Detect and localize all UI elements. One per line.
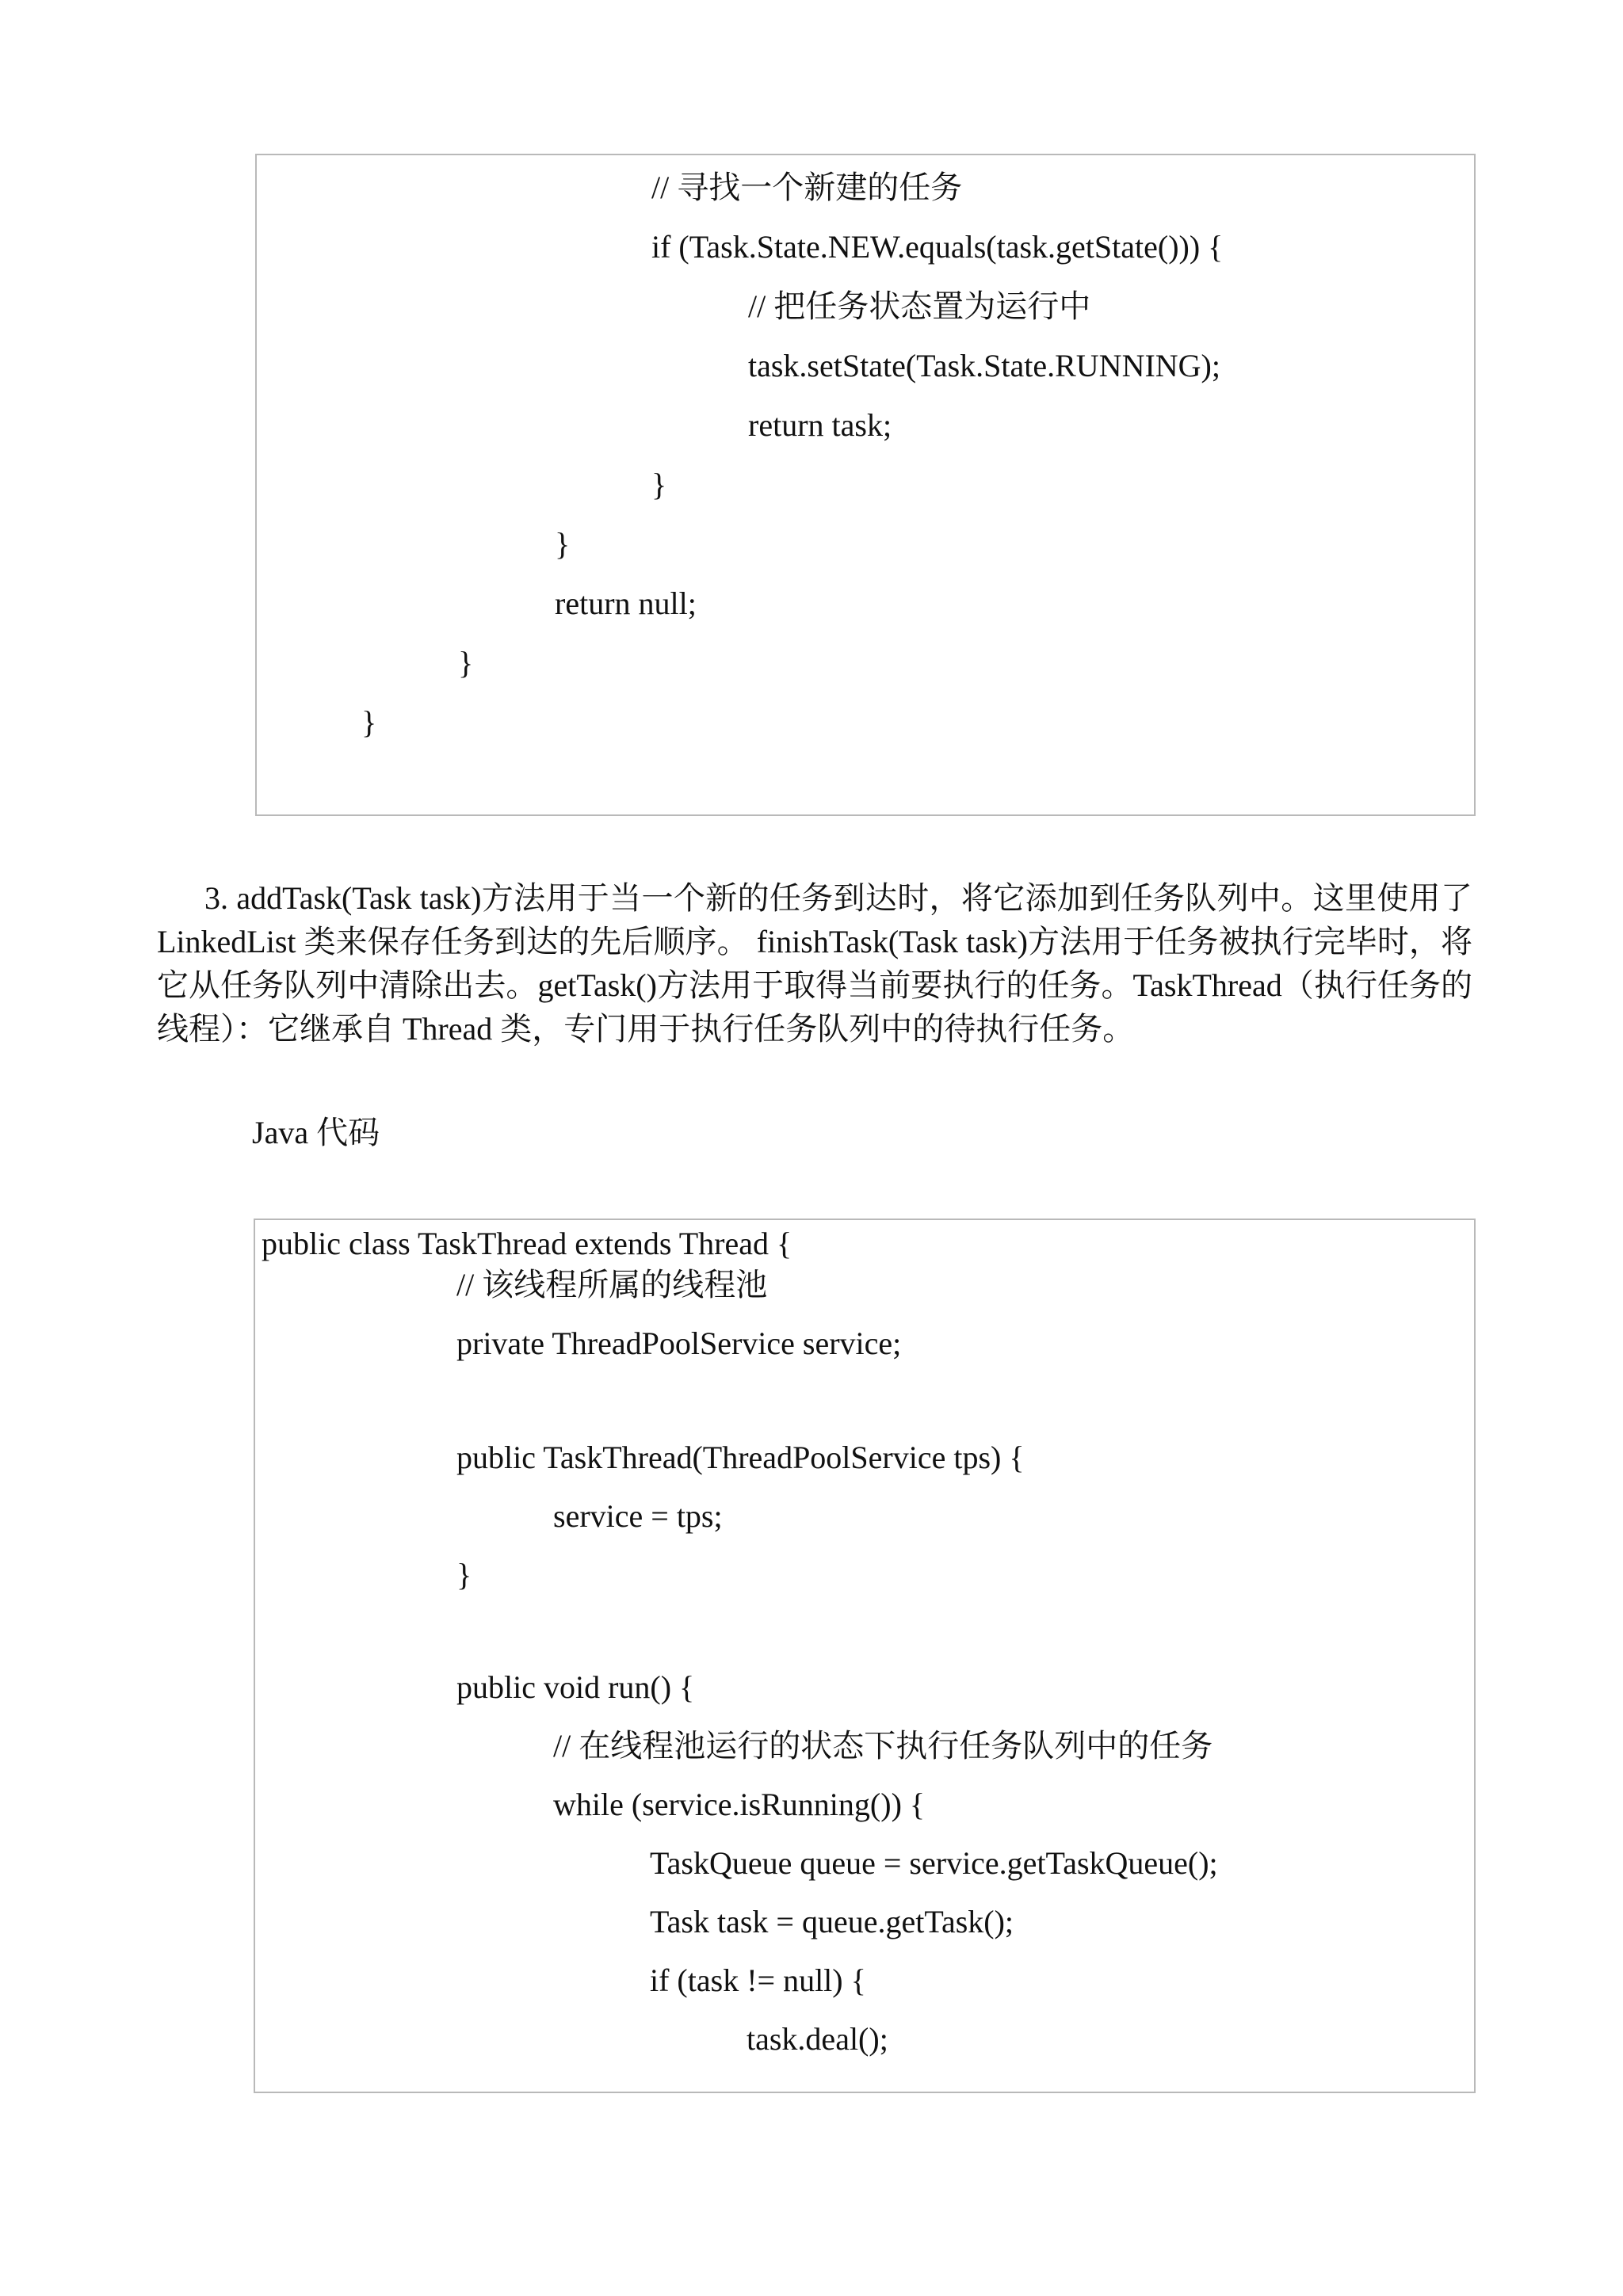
code-line: // 该线程所属的线程池 xyxy=(456,1267,768,1302)
code-line: TaskQueue queue = service.getTaskQueue(); xyxy=(650,1845,1218,1881)
code-line: } xyxy=(458,645,474,681)
code-line: public class TaskThread extends Thread { xyxy=(262,1226,792,1261)
code-line: private ThreadPoolService service; xyxy=(456,1325,902,1361)
code-line: public TaskThread(ThreadPoolService tps) { xyxy=(456,1440,1025,1475)
code-block-1 xyxy=(255,154,1476,816)
code-line: } xyxy=(456,1557,472,1592)
paragraph-task-thread: 3. addTask(Task task)方法用于当一个新的任务到达时，将它添加到任务队列中。这里使用了 LinkedList 类来保存任务到达的先后顺序。 finishTask(Task task)方法用于任务被执行完毕时，将它从任务队列中清除出去。getTask()方法用于取得当前要执行的任务。TaskThread（执行任务的线程）：它继承自 Thread 类，专门用于执行任务队列中的待执行任务。 xyxy=(157,880,1472,1047)
code-line: return null; xyxy=(555,585,697,621)
code-line: while (service.isRunning()) { xyxy=(553,1787,926,1822)
code-line: } xyxy=(651,467,667,502)
code-line: public void run() { xyxy=(456,1669,695,1705)
code-line: // 把任务状态置为运行中 xyxy=(748,288,1091,324)
code-line: // 在线程池运行的状态下执行任务队列中的任务 xyxy=(553,1728,1213,1764)
code-line: task.setState(Task.State.RUNNING); xyxy=(748,348,1220,383)
code-block-2 xyxy=(254,1219,1476,2093)
code-line: } xyxy=(555,526,571,562)
code-line: // 寻找一个新建的任务 xyxy=(651,170,963,205)
code-line: } xyxy=(361,704,377,740)
java-code-label: Java 代码 xyxy=(252,1115,380,1150)
code-line: task.deal(); xyxy=(747,2021,888,2057)
code-line: return task; xyxy=(748,407,892,443)
code-line: Task task = queue.getTask(); xyxy=(650,1904,1014,1939)
code-line: if (task != null) { xyxy=(650,1962,866,1998)
code-line: if (Task.State.NEW.equals(task.getState())) { xyxy=(651,229,1224,265)
code-line: service = tps; xyxy=(553,1498,723,1534)
